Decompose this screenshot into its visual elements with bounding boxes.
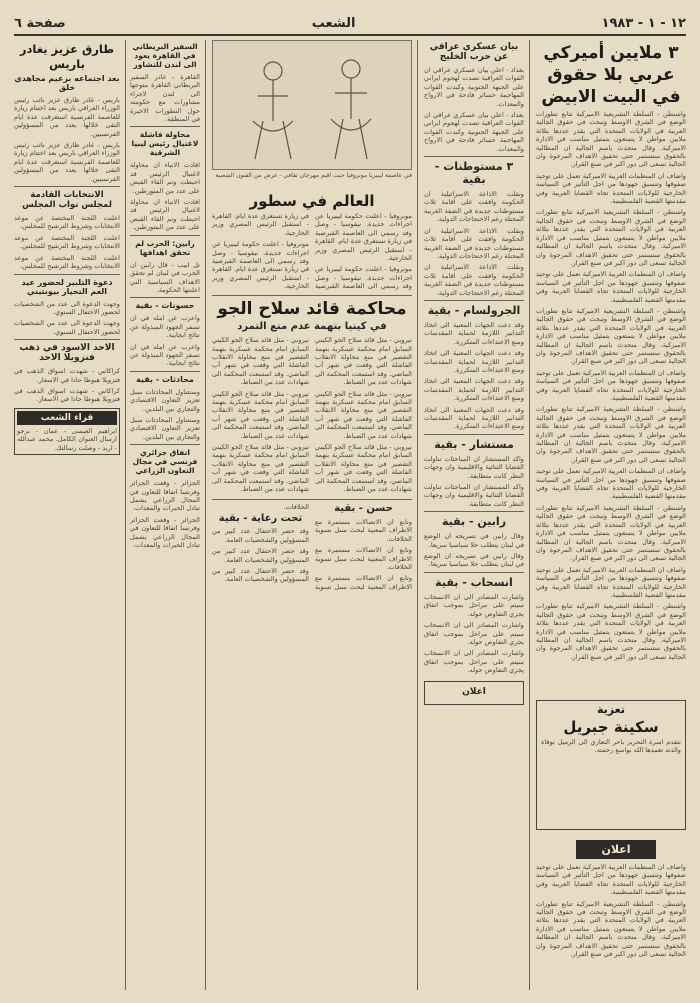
rabin-war-body: تل ابيب - قال رابين ان الحرب في لبنان لم تحقق الاهداف السياسية التي اعلنتها الحكومة. xyxy=(130,260,200,294)
mid-right-ad-title: اعلان xyxy=(462,686,486,697)
right-bottom-block xyxy=(536,840,686,961)
column-rule xyxy=(125,40,126,990)
masthead-date: ١٢ - ١ - ١٩٨٣ xyxy=(601,15,686,31)
air-force-trial-body: نيروبي - مثل قائد سلاح الجو الكيني السابق امام محكمة عسكرية بتهمة التقصير في منع محاولة الانقلاب الفاشلة التي وقعت في شهر آب الماضي. وقد استمعت المحكمة الى شهادات عدد من الضباط. نيروبي - مثل قائد سلاح الجو الكيني السابق امام محكمة عسكرية بتهمة التقصير في منع محاولة الانقلاب الفاشلة التي وقعت في شهر آب الماضي. وقد استمعت المحكمة الى شهادات عدد من الضباط. نيروبي - مثل قائد سلاح الجو الكيني السابق امام محكمة عسكرية بتهمة التقصير في منع محاولة الانقلاب الفاشلة التي وقعت في شهر آب الماضي. وقد استمعت المحكمة الى شهادات عدد من الضباط. نيروبي - مثل قائد سلاح الجو الكيني السابق امام محكمة عسكرية بتهمة التقصير في منع محاولة الانقلاب الفاشلة التي وقعت في شهر آب الماضي. وقد استمعت المحكمة الى شهادات عدد من الضباط. نيروبي - مثل قائد سلاح الجو الكيني السابق امام محكمة عسكرية بتهمة التقصير في منع محاولة الانقلاب الفاشلة التي وقعت في شهر آب الماضي. وقد استمعت المحكمة الى شهادات عدد من الضباط. نيروبي - مثل قائد سلاح الجو الكيني السابق امام محكمة عسكرية بتهمة التقصير في منع محاولة الانقلاب الفاشلة التي وقعت في شهر آب الماضي. وقد استمعت المحكمة الى شهادات عدد من الضباط. xyxy=(212,336,412,494)
festival-photo xyxy=(212,40,412,170)
invitation-headline: دعوة التلبير لحضور عيد العم التحيار بيونتيني xyxy=(21,277,113,296)
air-force-trial-headline: محاكمة قائد سلاح الجو xyxy=(217,299,407,320)
condolence-name: سكينة جبريل xyxy=(563,718,659,736)
withdrawal-headline: انسحاب - بقية xyxy=(435,575,513,589)
right-ad-banner: اعلان xyxy=(576,840,656,859)
british-ambassador-body: القاهرة - غادر السفير البريطاني القاهرة متوجها الى لندن لاجراء مشاورات مع حكومته حول التطورات الاخيرة في المنطقة. xyxy=(130,73,200,124)
rabin-headline: رابين - بقية xyxy=(441,515,507,529)
masthead-paper-name: الشعب xyxy=(311,15,356,31)
british-ambassador-headline: السفير البريطاني في القاهرة يعود الى لندن للتشاور xyxy=(132,42,198,69)
iraq-body: بغداد - اعلن بيان عسكري عراقي ان القوات العراقية تصدت لهجوم ايراني على الجبهة الجنوبية وكبدت القوات المهاجمة خسائر فادحة في الارواح والمعدات. بغداد - اعلن بيان عسكري عراقي ان القوات العراقية تصدت لهجوم ايراني على الجبهة الجنوبية وكبدت القوات المهاجمة خسائر فادحة في الارواح والمعدات. xyxy=(424,66,524,153)
masthead xyxy=(14,12,686,36)
column-rule xyxy=(205,40,206,990)
hassounat-headline: حسونات - بقية xyxy=(135,301,195,311)
world-in-lines-headline: العالم في سطور xyxy=(249,192,375,210)
algeria-france-headline: اتفاق جزائري فرنسي في مجال التعاون الزراعي xyxy=(132,448,198,476)
center-column xyxy=(212,40,412,990)
talks-body: وستتناول المحادثات سبل تعزيز التعاون الاقتصادي والتجاري بين البلدين. وستتناول المحادثات سبل تعزيز التعاون الاقتصادي والتجاري بين البلدين. xyxy=(130,387,200,441)
mid-right-ad-box xyxy=(424,681,524,705)
tariq-aziz-subheadline: بعد اجتماعه بزعيم مجاهدي خلق xyxy=(14,74,120,92)
readers-box xyxy=(14,408,120,455)
mid-left-column xyxy=(130,40,200,990)
mid-right-column xyxy=(424,40,524,990)
adviser-headline: مستشار - بقية xyxy=(434,437,514,451)
patronage-headline: تحت رعاية - بقية xyxy=(218,512,303,524)
right-bottom-text: واضاف ان المنظمات العربية الاميركية تعمل على توحيد صفوفها وتنسيق جهودها من اجل التأثير في السياسة الخارجية للولايات المتحدة تجاه القضايا العربية وفي مقدمتها القضية الفلسطينية. واشنطن - السلطة التشريعية الاميركية تتابع تطورات الوضع في الشرق الاوسط وتبحث في حقوق الجالية العربية في الولايات المتحدة التي يقدر عددها بثلاثة ملايين مواطن لا يتمتعون بتمثيل مناسب في الادارة الاميركية. وقال متحدث باسم الجالية ان المطالبة بالحقوق ستستمر حتى تحقيق الاهداف المرجوة وان الجالية تسعى الى دور اكبر في صنع القرار. xyxy=(536,863,686,959)
iraq-headline: بيان عسكري عراقي عن حرب الخليج xyxy=(429,42,519,62)
rabin-body: وقال رابين في تصريحه ان الوضع في لبنان يتطلب حلا سياسيا سريعا. وقال رابين في تصريحه ان الوضع في لبنان يتطلب حلا سياسيا سريعا. xyxy=(424,532,524,569)
black-sunday-body: كراكاس - شهدت اسواق الذهب في فنزويلا هبوطا حادا في الاسعار. كراكاس - شهدت اسواق الذهب في فنزويلا هبوطا حادا في الاسعار. xyxy=(14,367,120,404)
air-force-trial-subheadline: في كينيا بتهمة عدم منع التمرد xyxy=(237,321,387,333)
right-headline: ٣ ملايين أميركي عربي بلا حقوق في البيت الابيض xyxy=(541,43,681,107)
algeria-france-body: الجزائر - وقعت الجزائر وفرنسا اتفاقا للتعاون في المجال الزراعي يشمل تبادل الخبرات والمعدات. الجزائر - وقعت الجزائر وفرنسا اتفاقا للتعاون في المجال الزراعي يشمل تبادل الخبرات والمعدات. xyxy=(130,479,200,550)
jerusalem-body: وقد دعت الجهات المعنية الى اتخاذ التدابير اللازمة لحماية المقدسات ومنع الاعتداءات المتكررة. وقد دعت الجهات المعنية الى اتخاذ التدابير اللازمة لحماية المقدسات ومنع الاعتداءات المتكررة. وقد دعت الجهات المعنية الى اتخاذ التدابير اللازمة لحماية المقدسات ومنع الاعتداءات المتكررة. وقد دعت الجهات المعنية الى اتخاذ التدابير اللازمة لحماية المقدسات ومنع الاعتداءات المتكررة. xyxy=(424,320,524,431)
talks-headline: محادثات - بقية xyxy=(136,374,194,384)
assassination-body: افادت الانباء ان محاولة لاغتيال الرئيس قد احبطت وتم القاء القبض على عدد من المتورطين. افادت الانباء ان محاولة لاغتيال الرئيس قد احبطت وتم القاء القبض على عدد من المتورطين. xyxy=(130,161,200,232)
settlements-headline: ٣ مستوطنات - بقية xyxy=(434,160,514,187)
rabin-war-headline: رابين: الحرب لم تحقق اهدافها xyxy=(135,238,195,257)
hassan-headline: حسن - بقية xyxy=(334,503,393,515)
settlements-body: ونقلت الاذاعة الاسرائيلية ان الحكومة وافقت على اقامة ثلاث مستوطنات جديدة في الضفة الغربية المحتلة رغم الاحتجاجات الدولية. ونقلت الاذاعة الاسرائيلية ان الحكومة وافقت على اقامة ثلاث مستوطنات جديدة في الضفة الغربية المحتلة رغم الاحتجاجات الدولية. ونقلت الاذاعة الاسرائيلية ان الحكومة وافقت على اقامة ثلاث مستوطنات جديدة في الضفة الغربية المحتلة رغم الاحتجاجات الدولية. xyxy=(424,190,524,297)
withdrawal-body: واشارت المصادر الى ان الانسحاب سيتم على مراحل بموجب اتفاق يجري التفاوض حوله. واشارت المصادر الى ان الانسحاب سيتم على مراحل بموجب اتفاق يجري التفاوض حوله. واشارت المصادر الى ان الانسحاب سيتم على مراحل بموجب اتفاق يجري التفاوض حوله. xyxy=(424,592,524,675)
elections-headline: الانتخابات القادمة لمجلس نواب المجلس xyxy=(22,190,112,211)
newspaper-page xyxy=(14,12,686,992)
world-in-lines-body: مونروفيا - اعلنت حكومة ليبيريا عن اجراءات جديدة. نيقوسيا - وصل وفد رسمي الى العاصمة القبرصية في زيارة تستغرق عدة ايام. القاهرة - استقبل الرئيس المصري وزير الخارجية. مونروفيا - اعلنت حكومة ليبيريا عن اجراءات جديدة. نيقوسيا - وصل وفد رسمي الى العاصمة القبرصية في زيارة تستغرق عدة ايام. القاهرة - استقبل الرئيس المصري وزير الخارجية. مونروفيا - اعلنت حكومة ليبيريا عن اجراءات جديدة. نيقوسيا - وصل وفد رسمي الى العاصمة القبرصية في زيارة تستغرق عدة ايام. القاهرة - استقبل الرئيس المصري وزير الخارجية. xyxy=(212,212,412,291)
festival-figures-icon xyxy=(213,41,411,169)
readers-box-body: ابراهيم العيسى - عمان - نرجو ارسال العنوان الكامل. محمد عبدالله - اربد - وصلت رسالتك. xyxy=(17,426,117,452)
right-column xyxy=(536,40,686,990)
black-sunday-headline: الاحد الاسود في ذهب فنزويلا الاحد xyxy=(19,343,115,364)
adviser-body: واكد المستشار ان المباحثات تناولت القضايا الثنائية والاقليمية وان وجهات النظر كانت متطابقة. واكد المستشار ان المباحثات تناولت القضايا الثنائية والاقليمية وان وجهات النظر كانت متطابقة. xyxy=(424,454,524,508)
left-column xyxy=(14,40,120,990)
column-rule xyxy=(417,40,418,990)
elections-body: اعلنت اللجنة المختصة عن موعد الانتخابات وشروط الترشيح للمجلس. اعلنت اللجنة المختصة عن موعد الانتخابات وشروط الترشيح للمجلس. اعلنت اللجنة المختصة عن موعد الانتخابات وشروط الترشيح للمجلس. xyxy=(14,214,120,271)
column-rule xyxy=(529,40,530,990)
tariq-aziz-headline: طارق عزيز يغادر باريس xyxy=(19,42,115,71)
condolence-body: تتقدم اسرة التحرير باحر التعازي الى الزميل بوفاة والدته تغمدها الله بواسع رحمته. xyxy=(541,738,681,755)
assassination-headline: محاولة فاشلة لاغتيال رئيس ليبيا الشرقية xyxy=(131,130,199,158)
jerusalem-headline: الجرولسام - بقية xyxy=(427,303,521,317)
condolence-title: تعزية xyxy=(597,703,625,716)
center-photo-block xyxy=(212,40,412,190)
photo-caption: في عاصمة ليبيريا مونروفيا حيث اقيم مهرجان ثقافي - عرض من الفنون الشعبية xyxy=(215,172,412,179)
readers-box-title: قراء الشعب xyxy=(17,411,117,425)
invitation-body: وجهت الدعوة الى عدد من الشخصيات لحضور الاحتفال السنوي. وجهت الدعوة الى عدد من الشخصيات لحضور الاحتفال السنوي. xyxy=(14,299,120,336)
hassounat-body: واعرب عن امله في ان تسفر الجهود المبذولة عن نتائج ايجابية. واعرب عن امله في ان تسفر الجهود المبذولة عن نتائج ايجابية. xyxy=(130,314,200,368)
tariq-aziz-body: باريس - غادر طارق عزيز نائب رئيس الوزراء العراقي باريس بعد اختتام زيارة للعاصمة الفرنسية استغرقت عدة ايام التقى خلالها بعدد من المسؤولين الفرنسيين. باريس - غادر طارق عزيز نائب رئيس الوزراء العراقي باريس بعد اختتام زيارة للعاصمة الفرنسية استغرقت عدة ايام التقى خلالها بعدد من المسؤولين الفرنسيين. xyxy=(14,96,120,183)
masthead-page-number: صفحة ٦ xyxy=(14,15,66,31)
right-body: واشنطن - السلطة التشريعية الاميركية تتابع تطورات الوضع في الشرق الاوسط وتبحث في حقوق الجالية العربية في الولايات المتحدة التي يقدر عددها بثلاثة ملايين مواطن لا يتمتعون بتمثيل مناسب في الادارة الاميركية. وقال متحدث باسم الجالية ان المطالبة بالحقوق ستستمر حتى تحقيق الاهداف المرجوة وان الجالية تسعى الى دور اكبر في صنع القرار. واضاف ان المنظمات العربية الاميركية تعمل على توحيد صفوفها وتنسيق جهودها من اجل التأثير في السياسة الخارجية للولايات المتحدة تجاه القضايا العربية وفي مقدمتها القضية الفلسطينية. واشنطن - السلطة التشريعية الاميركية تتابع تطورات الوضع في الشرق الاوسط وتبحث في حقوق الجالية العربية في الولايات المتحدة التي يقدر عددها بثلاثة ملايين مواطن لا يتمتعون بتمثيل مناسب في الادارة الاميركية. وقال متحدث باسم الجالية ان المطالبة بالحقوق ستستمر حتى تحقيق الاهداف المرجوة وان الجالية تسعى الى دور اكبر في صنع القرار. واضاف ان المنظمات العربية الاميركية تعمل على توحيد صفوفها وتنسيق جهودها من اجل التأثير في السياسة الخارجية للولايات المتحدة تجاه القضايا العربية وفي مقدمتها القضية الفلسطينية. واشنطن - السلطة التشريعية الاميركية تتابع تطورات الوضع في الشرق الاوسط وتبحث في حقوق الجالية العربية في الولايات المتحدة التي يقدر عددها بثلاثة ملايين مواطن لا يتمتعون بتمثيل مناسب في الادارة الاميركية. وقال متحدث باسم الجالية ان المطالبة بالحقوق ستستمر حتى تحقيق الاهداف المرجوة وان الجالية تسعى الى دور اكبر في صنع القرار. واضاف ان المنظمات العربية الاميركية تعمل على توحيد صفوفها وتنسيق جهودها من اجل التأثير في السياسة الخارجية للولايات المتحدة تجاه القضايا العربية وفي مقدمتها القضية الفلسطينية. واشنطن - السلطة التشريعية الاميركية تتابع تطورات الوضع في الشرق الاوسط وتبحث في حقوق الجالية العربية في الولايات المتحدة التي يقدر عددها بثلاثة ملايين مواطن لا يتمتعون بتمثيل مناسب في الادارة الاميركية. وقال متحدث باسم الجالية ان المطالبة بالحقوق ستستمر حتى تحقيق الاهداف المرجوة وان الجالية تسعى الى دور اكبر في صنع القرار. واضاف ان المنظمات العربية الاميركية تعمل على توحيد صفوفها وتنسيق جهودها من اجل التأثير في السياسة الخارجية للولايات المتحدة تجاه القضايا العربية وفي مقدمتها القضية الفلسطينية. واشنطن - السلطة التشريعية الاميركية تتابع تطورات الوضع في الشرق الاوسط وتبحث في حقوق الجالية العربية في الولايات المتحدة التي يقدر عددها بثلاثة ملايين مواطن لا يتمتعون بتمثيل مناسب في الادارة الاميركية. وقال متحدث باسم الجالية ان المطالبة بالحقوق ستستمر حتى تحقيق الاهداف المرجوة وان الجالية تسعى الى دور اكبر في صنع القرار. واضاف ان المنظمات العربية الاميركية تعمل على توحيد صفوفها وتنسيق جهودها من اجل التأثير في السياسة الخارجية للولايات المتحدة تجاه القضايا العربية وفي مقدمتها القضية الفلسطينية. واشنطن - السلطة التشريعية الاميركية تتابع تطورات الوضع في الشرق الاوسط وتبحث في حقوق الجالية العربية في الولايات المتحدة التي يقدر عددها بثلاثة ملايين مواطن لا يتمتعون بتمثيل مناسب في الادارة الاميركية. وقال متحدث باسم الجالية ان المطالبة بالحقوق ستستمر حتى تحقيق الاهداف المرجوة وان الجالية تسعى الى دور اكبر في صنع القرار. xyxy=(536,110,686,661)
condolence-box xyxy=(536,700,686,830)
center-lower-articles: حسن - بقية وتابع ان الاتصالات مستمرة مع الاطراف المعنية لبحث سبل تسوية الخلافات. وتابع ان الاتصالات مستمرة مع الاطراف المعنية لبحث سبل تسوية الخلافات. وتابع ان الاتصالات مستمرة مع الاطراف المعنية لبحث سبل تسوية الخلافات. تحت رعاية - بقية وقد حضر الاحتفال عدد كبير من المسؤولين والشخصيات العامة. وقد حضر الاحتفال عدد كبير من المسؤولين والشخصيات العامة. وقد حضر الاحتفال عدد كبير من المسؤولين والشخصيات العامة. xyxy=(212,503,412,591)
